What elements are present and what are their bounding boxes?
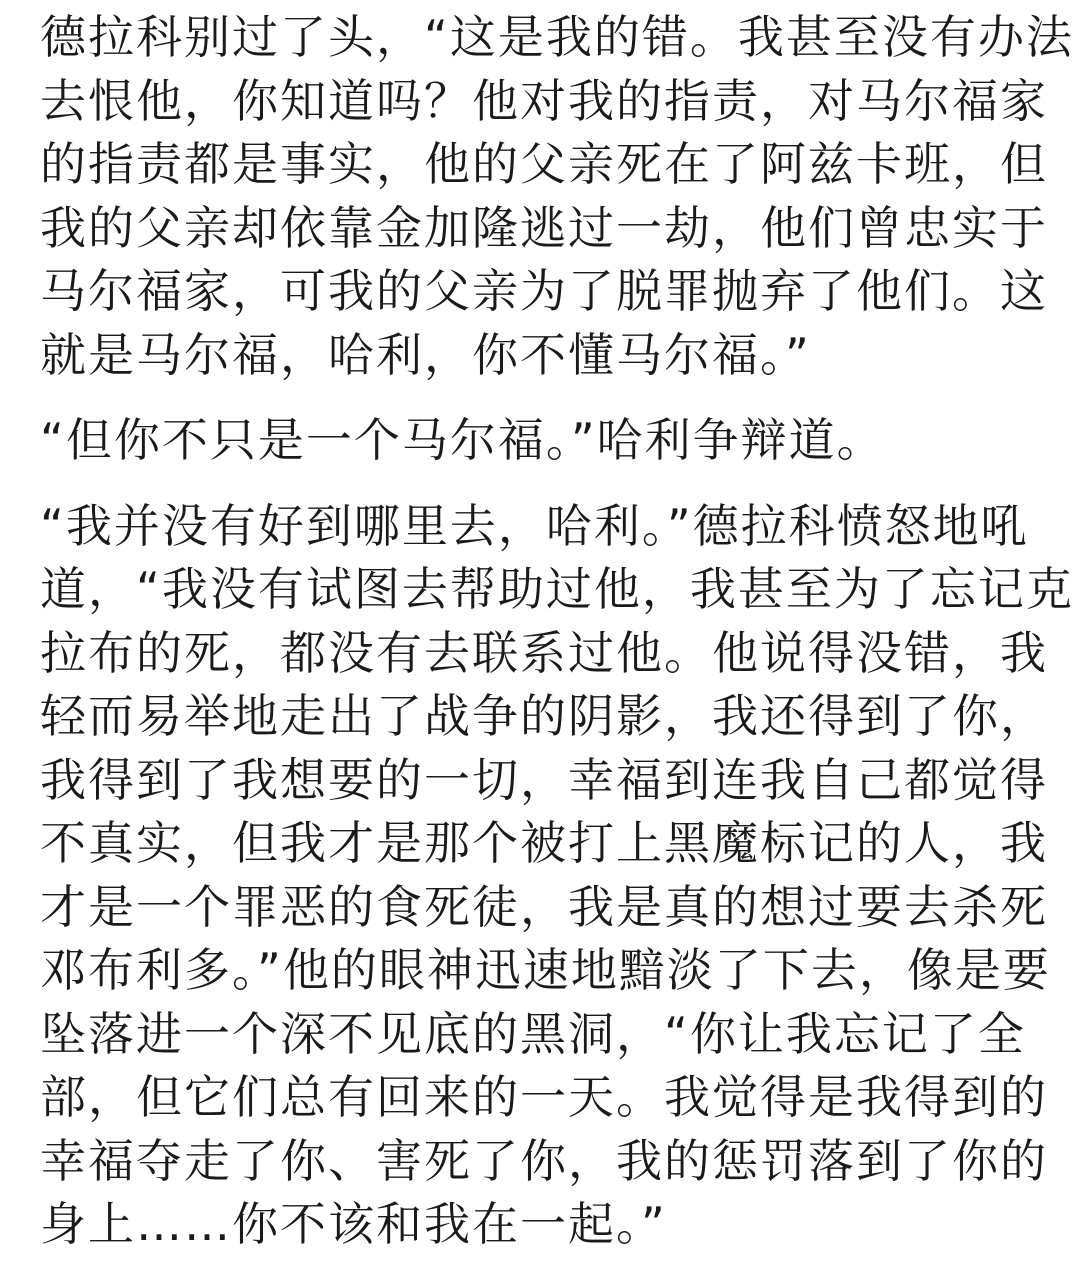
text-line: 幸福夺走了你、害死了你，我的惩罚落到了你的	[40, 1133, 1048, 1188]
text-line: 我得到了我想要的一切，幸福到连我自己都觉得	[40, 752, 1048, 807]
text-line: 邓布利多。”他的眼神迅速地黯淡了下去，像是要	[40, 943, 1051, 997]
text-line: 的指责都是事实，他的父亲死在了阿兹卡班，但	[40, 137, 1048, 191]
text-line: 才是一个罪恶的食死徒，我是真的想过要去杀死	[40, 879, 1048, 934]
text-line: 去恨他，你知道吗？他对我的指责，对马尔福家	[40, 73, 1048, 128]
text-line: 身上……你不该和我在一起。”	[40, 1197, 667, 1251]
text-line: 德拉科别过了头，“这是我的错。我甚至没有办法	[40, 10, 1074, 64]
text-line: 轻而易举地走出了战争的阴影，我还得到了你，	[40, 689, 1048, 743]
text-line: 我的父亲却依靠金加隆逃过一劫，他们曾忠实于	[40, 200, 1048, 255]
text-line: 坠落进一个深不见底的黑洞，“你让我忘记了全	[40, 1006, 1026, 1061]
text-line: 马尔福家，可我的父亲为了脱罪抛弃了他们。这	[40, 264, 1048, 318]
text-line: 拉布的死，都没有去联系过他。他说得没错，我	[40, 625, 1048, 680]
text-line: “我并没有好到哪里去，哈利。”德拉科愤怒地吼	[40, 498, 1029, 553]
paragraph-3	[40, 495, 1074, 1257]
text-line: 不真实，但我才是那个被打上黑魔标记的人，我	[40, 816, 1048, 870]
paragraph-1	[40, 6, 1074, 387]
paragraph-2	[40, 409, 1040, 473]
text-line: “但你不只是一个马尔福。”哈利争辩道。	[40, 413, 885, 467]
paragraph-gap	[40, 473, 1040, 495]
text-line: 部，但它们总有回来的一天。我觉得是我得到的	[40, 1070, 1048, 1124]
text-line: 道，“我没有试图去帮助过他，我甚至为了忘记克	[40, 562, 1074, 616]
paragraph-gap	[40, 387, 1040, 409]
text-line: 就是马尔福，哈利，你不懂马尔福。”	[40, 327, 811, 382]
